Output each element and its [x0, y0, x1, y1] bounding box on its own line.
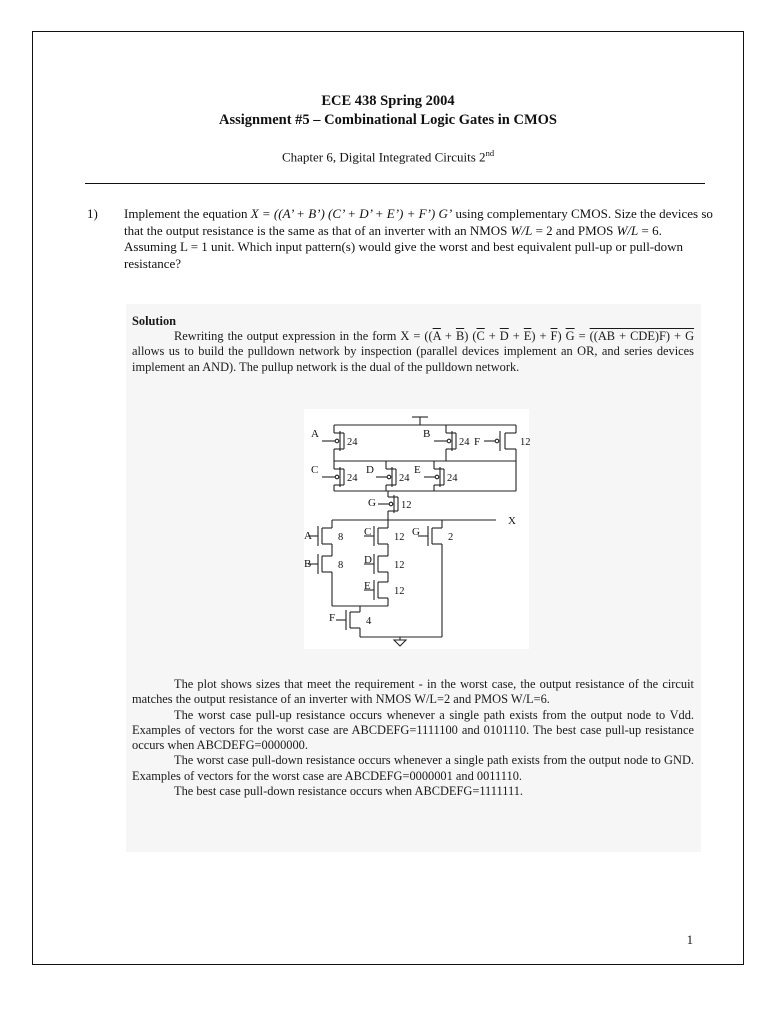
size-label: 12	[394, 586, 405, 597]
solution-text: allows us to build the pulldown network by inspection (parallel devices implement an OR, and series devices implement an AND). The pullup network is the dual of the pulldown network.	[132, 344, 694, 374]
size-label: 12	[520, 437, 531, 448]
question-equation: X = ((A’ + B’) (C’ + D’ + E’) + F’) G’	[250, 206, 453, 221]
gate-label-C: C	[311, 464, 319, 476]
gate-label-D: D	[366, 464, 374, 476]
solution-paragraph-1	[132, 329, 694, 375]
size-label: 24	[347, 437, 358, 448]
question-part: = 2 and PMOS	[532, 222, 617, 238]
overlined-term: $\overline{G}$	[565, 329, 575, 344]
overlined-term: $\overline{A}$	[432, 329, 441, 344]
header-divider	[85, 183, 705, 184]
size-label: 12	[394, 532, 405, 543]
chapter-superscript: nd	[485, 148, 495, 158]
gate-label-D: D	[364, 554, 372, 566]
question-wl: W/L	[510, 222, 533, 238]
gate-label-G: G	[368, 497, 376, 509]
solution-paragraph-4: The worst case pull-down resistance occurs whenever a single path exists from the output node to GND. Examples of vectors for the worst case are ABCDEFG=0000001 and 0011110.	[132, 753, 694, 783]
gate-label-A: A	[311, 428, 319, 440]
solution-text: )	[557, 329, 566, 344]
solution-paragraph-5: The best case pull-down resistance occurs when ABCDEFG=1111111.	[174, 784, 524, 799]
chapter-text: Chapter 6, Digital Integrated Circuits 2	[281, 149, 486, 165]
assignment-title: Assignment #5 – Combinational Logic Gates in CMOS	[219, 112, 557, 128]
solution-paragraph-2: The plot shows sizes that meet the requirement - in the worst case, the output resistance of the circuit matches the output resistance of an inverter with NMOS W/L=2 and PMOS W/L=6.	[132, 677, 694, 707]
schematic-svg	[304, 409, 529, 649]
solution-box	[126, 304, 701, 852]
question-part: = 6. Assuming L = 1 unit. Which input pattern(s) would give the worst and best equivalent pull-up or pull-down resistance?	[124, 222, 684, 271]
gate-label-C: C	[364, 526, 372, 538]
size-label: 12	[401, 500, 412, 511]
solution-heading: Solution	[132, 314, 177, 328]
solution-text: ) (	[464, 329, 477, 344]
overlined-term: $\overline{F}$	[550, 329, 558, 344]
document-page	[32, 31, 744, 965]
gate-label-B: B	[423, 428, 431, 440]
question-wl: W/L	[616, 222, 639, 238]
overlined-term: $\overline{E}$	[523, 329, 532, 344]
size-label: 24	[399, 473, 410, 484]
size-label: 8	[338, 560, 344, 571]
overlined-term: $\overline{D}$	[499, 329, 509, 344]
solution-explanation	[132, 677, 694, 799]
overlined-term: $\overline{C}$	[476, 329, 485, 344]
solution-text: ) +	[531, 329, 551, 344]
size-label: 2	[448, 532, 454, 543]
solution-text: +	[440, 329, 456, 344]
size-label: 24	[459, 437, 470, 448]
question-number: 1)	[87, 206, 98, 221]
gate-label-B: B	[304, 558, 312, 570]
output-label-X: X	[508, 515, 516, 527]
size-label: 24	[347, 473, 358, 484]
page-number: 1	[686, 933, 693, 947]
assignment-course-title: ECE 438 Spring 2004	[321, 93, 455, 109]
gate-label-F: F	[329, 612, 336, 624]
overlined-term: $\overline{B}$	[455, 329, 465, 344]
gate-label-A: A	[304, 530, 312, 542]
overlined-expression: ((AB + CDE)F) + G	[589, 329, 695, 344]
solution-intro	[132, 314, 694, 375]
solution-text: Rewriting the output expression in the form X = ((	[174, 329, 433, 344]
size-label: 12	[394, 560, 405, 571]
gate-label-E: E	[364, 580, 371, 592]
gate-label-E: E	[414, 464, 421, 476]
solution-paragraph-3: The worst case pull-up resistance occurs whenever a single path exists from the output node to Vdd. Examples of vectors for the worst case are ABCDEFG=1111100 and 0101110. The best case pull-up resistance occurs when ABCDEFG=0000000.	[132, 707, 694, 753]
gate-label-G: G	[412, 526, 420, 538]
size-label: 24	[447, 473, 458, 484]
size-label: 4	[366, 616, 372, 627]
cmos-schematic	[304, 409, 529, 649]
chapter-reference	[33, 148, 743, 165]
question-part: using complementary CMOS. Size the devices so that the output resistance is the same as that of an inverter with an NMOS	[124, 206, 713, 238]
solution-text: +	[484, 329, 500, 344]
size-label: 8	[338, 532, 344, 543]
gate-label-F: F	[474, 436, 481, 448]
question-text	[124, 206, 714, 272]
solution-text: =	[574, 329, 590, 344]
question-part: Implement the equation	[124, 206, 251, 221]
solution-text: +	[508, 329, 524, 344]
